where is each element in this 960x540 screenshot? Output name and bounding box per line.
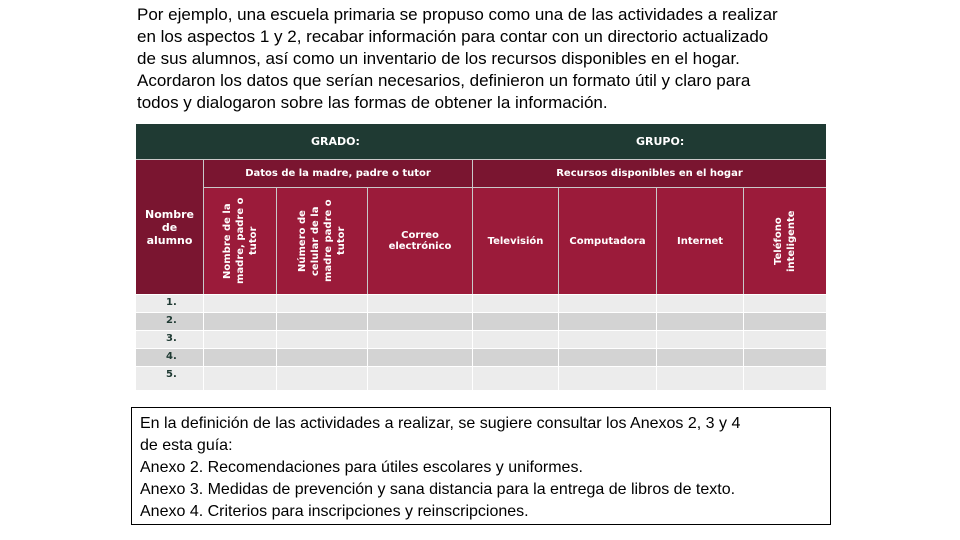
column-divider: [276, 294, 277, 390]
header-internet: Internet: [657, 188, 743, 294]
table-row: [136, 348, 826, 366]
header-nombre-alumno: Nombre de alumno: [136, 160, 203, 294]
annex-line: Anexo 2. Recomendaciones para útiles escolares y uniformes.: [140, 459, 583, 476]
column-divider: [558, 294, 559, 390]
header-telefono-label: Teléfono inteligente: [773, 210, 797, 272]
table-row: [136, 330, 826, 348]
header-celular-label: Número de celular de la madre padre o tutor: [297, 199, 347, 283]
column-divider: [367, 294, 368, 390]
table-row: [136, 294, 826, 312]
row-number: 5.: [166, 369, 177, 380]
column-divider: [472, 294, 473, 390]
header-computadora: Computadora: [559, 188, 656, 294]
row-number: 2.: [166, 315, 177, 326]
column-divider: [656, 294, 657, 390]
table-header-top: [136, 124, 826, 159]
table-row: [136, 366, 826, 390]
table-row: [136, 312, 826, 330]
header-nombre-madre-label: Nombre de la madre, padre o tutor: [221, 197, 259, 285]
header-nombre-madre: [204, 188, 276, 294]
annex-line: de esta guía:: [140, 437, 233, 454]
header-television: Televisión: [473, 188, 558, 294]
column-divider: [743, 294, 744, 390]
header-celular: [277, 188, 367, 294]
intro-paragraph: [137, 4, 837, 114]
intro-line: todos y dialogaron sobre las formas de obtener la información.: [137, 93, 608, 112]
column-divider: [203, 294, 204, 390]
intro-line: Por ejemplo, una escuela primaria se propuso como una de las actividades a realizar: [137, 5, 778, 24]
intro-line: en los aspectos 1 y 2, recabar información para contar con un directorio actualizado: [137, 27, 769, 46]
annex-note-box: [131, 407, 831, 525]
annex-line: Anexo 3. Medidas de prevención y sana distancia para la entrega de libros de texto.: [140, 481, 736, 498]
row-number: 4.: [166, 351, 177, 362]
row-number: 1.: [166, 297, 177, 308]
intro-line: Acordaron los datos que serían necesarios, definieron un formato útil y claro para: [137, 71, 751, 90]
row-number: 3.: [166, 333, 177, 344]
header-group-madre: Datos de la madre, padre o tutor: [204, 160, 472, 187]
directory-table: [136, 124, 826, 390]
grupo-label: GRUPO:: [636, 135, 685, 148]
intro-line: de sus alumnos, así como un inventario de los recursos disponibles en el hogar.: [137, 49, 740, 68]
annex-line: Anexo 4. Criterios para inscripciones y reinscripciones.: [140, 503, 529, 520]
header-correo: Correo electrónico: [368, 188, 472, 294]
grado-label: GRADO:: [311, 135, 360, 148]
header-group-recursos: Recursos disponibles en el hogar: [473, 160, 826, 187]
header-telefono: [744, 188, 826, 294]
annex-line: En la definición de las actividades a realizar, se sugiere consultar los Anexos 2, 3 y 4: [140, 415, 741, 432]
